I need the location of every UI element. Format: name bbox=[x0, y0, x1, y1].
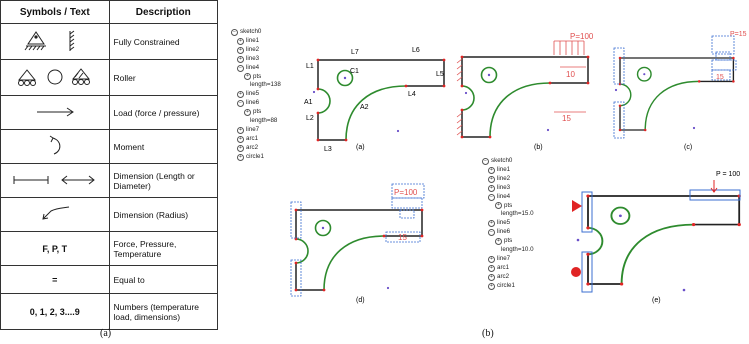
legend-symbol-numbers: 0, 1, 2, 3....9 bbox=[1, 294, 110, 330]
handwritten-dim: 15 bbox=[398, 233, 407, 242]
tree-item[interactable]: + arc2 bbox=[482, 273, 534, 282]
legend-desc-1: Fully Constrained bbox=[109, 24, 218, 60]
tree-leaf: length=138 bbox=[250, 81, 281, 89]
tree-item[interactable]: + circle1 bbox=[482, 282, 534, 291]
caption-b: (b) bbox=[482, 328, 494, 339]
tree-item[interactable]: − line6 bbox=[482, 228, 534, 237]
tree-item[interactable]: + arc1 bbox=[482, 264, 534, 273]
expand-icon[interactable]: + bbox=[488, 265, 495, 272]
expand-icon[interactable]: + bbox=[488, 256, 495, 263]
tree-item[interactable]: + line1 bbox=[482, 166, 534, 175]
expand-icon[interactable]: + bbox=[237, 91, 244, 98]
collapse-icon[interactable]: − bbox=[482, 158, 489, 165]
expand-icon[interactable]: + bbox=[488, 176, 495, 183]
constraint-box-top bbox=[582, 192, 592, 232]
handwritten-load-label: P=15 bbox=[730, 31, 747, 38]
sketch-panel-b bbox=[457, 32, 594, 138]
constraint-boxes bbox=[614, 36, 736, 138]
expand-icon[interactable]: + bbox=[495, 202, 502, 209]
legend-desc-9: Numbers (temperature load, dimensions) bbox=[109, 294, 218, 330]
handwritten-dim: 15 bbox=[716, 74, 724, 81]
tree-item[interactable]: + line5 bbox=[482, 219, 534, 228]
sublabel-b: (b) bbox=[534, 144, 543, 151]
tree-item[interactable]: − line4 bbox=[482, 193, 534, 202]
sublabel-c: (c) bbox=[684, 144, 693, 151]
tree-item[interactable]: + circle1 bbox=[231, 153, 281, 162]
expand-icon[interactable]: + bbox=[237, 136, 244, 143]
tree-item[interactable]: + line7 bbox=[482, 255, 534, 264]
fixed-support-marker bbox=[572, 200, 582, 212]
expand-icon[interactable]: + bbox=[488, 283, 495, 290]
expand-icon[interactable]: + bbox=[237, 154, 244, 161]
tree-item[interactable]: + line1 bbox=[231, 37, 281, 46]
legend-desc-6: Dimension (Radius) bbox=[109, 198, 218, 232]
tree-item[interactable]: + line2 bbox=[482, 175, 534, 184]
label-l4: L4 bbox=[408, 91, 416, 98]
expand-icon[interactable]: + bbox=[488, 167, 495, 174]
tree-item[interactable]: − line6 bbox=[231, 99, 281, 108]
expand-icon[interactable]: + bbox=[488, 185, 495, 192]
tree-item[interactable]: − line4 bbox=[231, 64, 281, 73]
sublabel-d: (d) bbox=[356, 297, 365, 304]
handwritten-load-label: P=100 bbox=[570, 32, 594, 41]
tree-item[interactable]: + pts bbox=[231, 108, 281, 117]
sublabel-a: (a) bbox=[356, 144, 365, 151]
label-l2: L2 bbox=[306, 115, 314, 122]
tree-leaf: length=15.0 bbox=[501, 210, 534, 218]
tree-item[interactable]: + pts bbox=[482, 237, 534, 246]
expand-icon[interactable]: + bbox=[244, 73, 251, 80]
tree-item[interactable]: + line2 bbox=[231, 46, 281, 55]
expand-icon[interactable]: + bbox=[237, 145, 244, 152]
legend-desc-3: Load (force / pressure) bbox=[109, 96, 218, 130]
legend-desc-8: Equal to bbox=[109, 266, 218, 294]
sketch-panel-e bbox=[571, 171, 741, 292]
collapse-icon[interactable]: − bbox=[231, 29, 238, 36]
handwritten-load-label: P=100 bbox=[394, 188, 418, 197]
caption-a: (a) bbox=[100, 328, 112, 339]
legend-header-symbols: Symbols / Text bbox=[1, 1, 110, 24]
tree-item[interactable]: + arc1 bbox=[231, 135, 281, 144]
legend-symbol-equal: = bbox=[1, 266, 110, 294]
label-l6: L6 bbox=[412, 47, 420, 54]
collapse-icon[interactable]: − bbox=[237, 100, 244, 107]
legend-header-description: Description bbox=[109, 1, 218, 24]
tree-item[interactable]: + pts bbox=[231, 73, 281, 82]
label-a2: A2 bbox=[360, 104, 369, 111]
label-a1: A1 bbox=[304, 99, 313, 106]
expand-icon[interactable]: + bbox=[237, 38, 244, 45]
tree-item[interactable]: + line3 bbox=[482, 184, 534, 193]
legend-desc-7: Force, Pressure, Temperature bbox=[109, 232, 218, 266]
label-c1: C1 bbox=[350, 68, 359, 75]
collapse-icon[interactable]: − bbox=[237, 65, 244, 72]
constraint-box-bottom bbox=[582, 252, 592, 292]
label-l7: L7 bbox=[351, 49, 359, 56]
tree-item[interactable]: + pts bbox=[482, 202, 534, 211]
tree-item[interactable]: + line3 bbox=[231, 55, 281, 64]
label-l1: L1 bbox=[306, 63, 314, 70]
sublabel-e: (e) bbox=[652, 297, 661, 304]
load-label: P = 100 bbox=[716, 171, 741, 178]
tree-item[interactable]: + arc2 bbox=[231, 144, 281, 153]
collapse-icon[interactable]: − bbox=[488, 194, 495, 201]
roller-marker bbox=[571, 267, 581, 277]
expand-icon[interactable]: + bbox=[237, 56, 244, 63]
sketch-panel-c bbox=[614, 31, 747, 138]
expand-icon[interactable]: + bbox=[237, 47, 244, 54]
expand-icon[interactable]: + bbox=[488, 274, 495, 281]
sketch-panel-a bbox=[304, 47, 445, 153]
legend-desc-5: Dimension (Length or Diameter) bbox=[109, 164, 218, 198]
expand-icon[interactable]: + bbox=[244, 109, 251, 116]
collapse-icon[interactable]: − bbox=[488, 229, 495, 236]
legend-desc-2: Roller bbox=[109, 60, 218, 96]
tree-root[interactable]: − sketch0 bbox=[231, 28, 281, 37]
expand-icon[interactable]: + bbox=[237, 127, 244, 134]
expand-icon[interactable]: + bbox=[488, 220, 495, 227]
load-box bbox=[690, 190, 740, 200]
expand-icon[interactable]: + bbox=[495, 238, 502, 245]
sketch-panel-d bbox=[291, 184, 424, 296]
tree-root[interactable]: − sketch0 bbox=[482, 157, 534, 166]
tree-leaf: length=10.0 bbox=[501, 246, 534, 254]
tree-item[interactable]: + line5 bbox=[231, 90, 281, 99]
handwritten-dim-10: 10 bbox=[566, 70, 575, 79]
tree-item[interactable]: + line7 bbox=[231, 126, 281, 135]
legend-symbol-fpt: F, P, T bbox=[1, 232, 110, 266]
label-l5: L5 bbox=[436, 71, 444, 78]
handwritten-dim-15: 15 bbox=[562, 114, 571, 123]
label-l3: L3 bbox=[324, 146, 332, 153]
legend-desc-4: Moment bbox=[109, 130, 218, 164]
tree-leaf: length=88 bbox=[250, 117, 278, 125]
